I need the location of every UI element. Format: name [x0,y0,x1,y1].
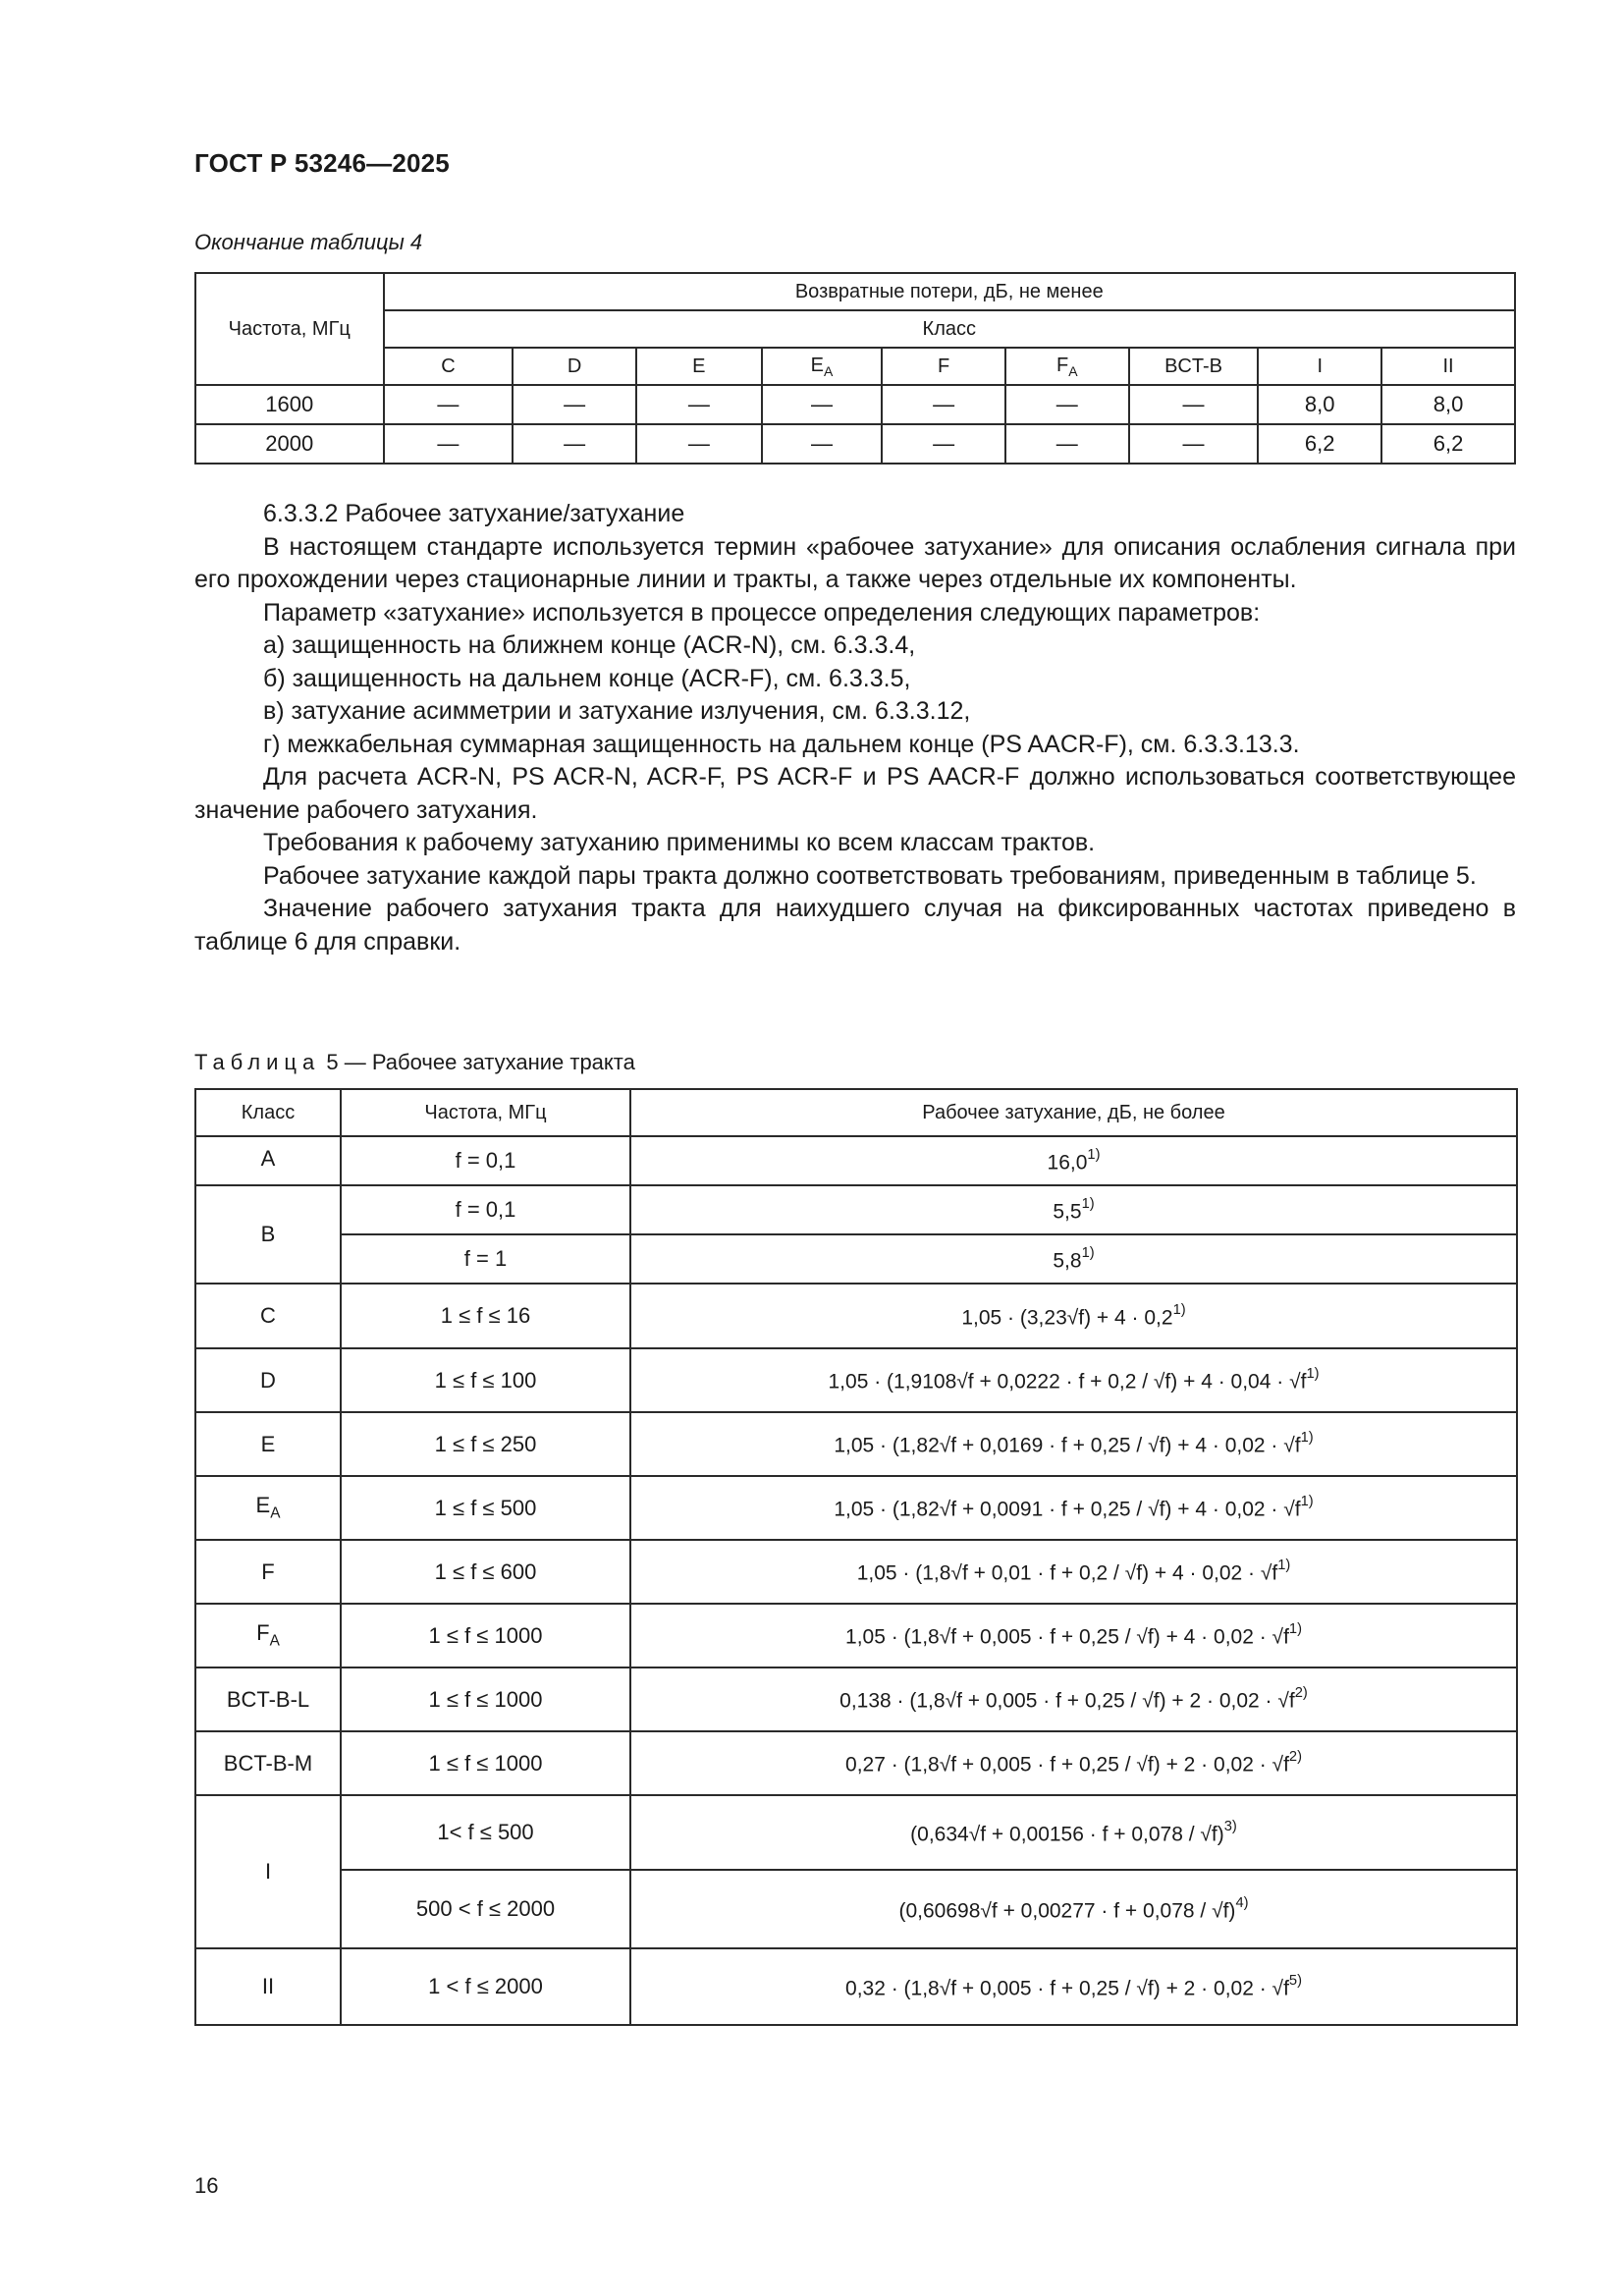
table4-class-cell: BCT-B [1129,348,1259,385]
table-row [195,1348,1517,1412]
table5-freq-cell: 1< f ≤ 500 [341,1795,630,1870]
table5-value-cell: $0,138 \cdot (1,8√f + 0,005 \cdot f + 0,25 / √f) + 2 \cdot 0,02 \cdot √f^{2)}$ [630,1667,1517,1731]
table4-class-cell: $E_A$ [762,348,883,385]
table4-header-freq: Частота, МГц [195,273,384,385]
table5-value-cell: $1,05 \cdot (3,23√f) + 4 \cdot 0,2^{1)}$ [630,1284,1517,1348]
table5-class-cell: A [195,1136,341,1185]
table5 [194,1088,1518,2026]
table5-value-cell: $1,05 \cdot (1,82√f + 0,0169 \cdot f + 0,25 / √f) + 4 \cdot 0,02 \cdot √f^{1)}$ [630,1412,1517,1476]
table5-value-cell: 16,0$^{1)}$ [630,1136,1517,1185]
table-row [195,1540,1517,1604]
table-row [195,1136,1517,1185]
paragraph: Значение рабочего затухания тракта для наихудшего случая на фиксированных частотах приведено в таблице 6 для справки. [194,895,1516,956]
document-header: ГОСТ Р 53246—2025 [194,148,450,178]
table4-cell: 8,0 [1381,385,1515,424]
paragraph: Рабочее затухание каждой пары тракта должно соответствовать требованиям, приведенным в таблице 5. [263,861,1477,890]
table4-cell: — [1129,424,1259,464]
table5-caption-word: Таблица [194,1050,321,1074]
table4-cell: — [1005,385,1129,424]
table4-cell: — [636,385,762,424]
table4-cell: 2000 [195,424,384,464]
table-row [195,385,1515,424]
table5-value-cell: $1,05 \cdot (1,82√f + 0,0091 \cdot f + 0,25 / √f) + 4 \cdot 0,02 \cdot √f^{1)}$ [630,1476,1517,1540]
table5-header-freq: Частота, МГц [341,1089,630,1136]
table5-value-cell: $(0,60698√f + 0,00277 \cdot f + 0,078 / √f)^{4)}$ [630,1870,1517,1948]
table4-cell: 6,2 [1381,424,1515,464]
table5-class-cell: BCT-B-L [195,1667,341,1731]
table5-freq-cell: 1 ≤ f ≤ 16 [341,1284,630,1348]
table4-class-cell: II [1381,348,1515,385]
table5-freq-cell: 1 ≤ f ≤ 250 [341,1412,630,1476]
table4-cell: — [1005,424,1129,464]
table5-value-cell: $0,27 \cdot (1,8√f + 0,005 \cdot f + 0,25 / √f) + 2 \cdot 0,02 \cdot √f^{2)}$ [630,1731,1517,1795]
table5-value-cell: 5,5$^{1)}$ [630,1185,1517,1234]
list-item: г) межкабельная суммарная защищенность на дальнем конце (PS AACR-F), см. 6.3.3.13.3. [263,730,1300,758]
body-text [194,498,1516,958]
table-row [195,1948,1517,2025]
table5-header-value: Рабочее затухание, дБ, не более [630,1089,1517,1136]
table-row [195,1870,1517,1948]
table5-caption [194,1050,635,1075]
table5-class-cell: II [195,1948,341,2025]
paragraph: Параметр «затухание» используется в процессе определения следующих параметров: [263,598,1261,627]
table5-class-cell: D [195,1348,341,1412]
table5-value-cell: $0,32 \cdot (1,8√f + 0,005 \cdot f + 0,25 / √f) + 2 \cdot 0,02 \cdot √f^{5)}$ [630,1948,1517,2025]
table5-freq-cell: 1 ≤ f ≤ 1000 [341,1731,630,1795]
table5-class-cell: $F_A$ [195,1604,341,1667]
table4-cell: 8,0 [1258,385,1381,424]
list-item: б) защищенность на дальнем конце (ACR-F), см. 6.3.3.5, [263,664,911,692]
table5-freq-cell: 1 < f ≤ 2000 [341,1948,630,2025]
table5-class-cell: F [195,1540,341,1604]
table5-value-cell: $1,05 \cdot (1,8√f + 0,01 \cdot f + 0,2 / √f) + 4 \cdot 0,02 \cdot √f^{1)}$ [630,1540,1517,1604]
table5-freq-cell: f = 0,1 [341,1136,630,1185]
table-row [195,1412,1517,1476]
table4-cell: 1600 [195,385,384,424]
table5-freq-cell: f = 1 [341,1234,630,1284]
table-row [195,424,1515,464]
table5-freq-cell: 1 ≤ f ≤ 1000 [341,1667,630,1731]
table4-cell: — [882,424,1005,464]
table4-caption: Окончание таблицы 4 [194,230,423,254]
table5-class-cell: BCT-B-M [195,1731,341,1795]
table5-class-cell: I [195,1795,341,1948]
table5-value-cell: 5,8$^{1)}$ [630,1234,1517,1284]
table4-class-cell: I [1258,348,1381,385]
table5-freq-cell: 1 ≤ f ≤ 500 [341,1476,630,1540]
table4-cell: — [513,424,636,464]
table4-cell: — [762,424,883,464]
table4-cell: — [513,385,636,424]
table-row [195,1284,1517,1348]
table-row [195,1731,1517,1795]
table5-class-cell: C [195,1284,341,1348]
table-row [195,1234,1517,1284]
table-row [195,1476,1517,1540]
table4-cell: — [882,385,1005,424]
paragraph: Для расчета ACR-N, PS ACR-N, ACR-F, PS ACR-F и PS AACR-F должно использоваться соответствующее значение рабочего затухания. [194,763,1516,824]
table4-cell: — [636,424,762,464]
table5-class-cell: B [195,1185,341,1284]
table5-value-cell: $1,05 \cdot (1,9108√f + 0,0222 \cdot f + 0,2 / √f) + 4 \cdot 0,04 \cdot √f^{1)}$ [630,1348,1517,1412]
table5-class-cell: $E_A$ [195,1476,341,1540]
paragraph: Требования к рабочему затуханию применимы ко всем классам трактов. [263,829,1096,856]
table4-cell: 6,2 [1258,424,1381,464]
table4-class-cell: $F_A$ [1005,348,1129,385]
table4-header-group: Возвратные потери, дБ, не менее [384,273,1515,310]
table5-freq-cell: 500 < f ≤ 2000 [341,1870,630,1948]
table5-freq-cell: 1 ≤ f ≤ 100 [341,1348,630,1412]
table4-class-cell: C [384,348,514,385]
table5-caption-title: 5 — Рабочее затухание тракта [326,1050,635,1074]
table5-class-cell: E [195,1412,341,1476]
table4-header-class: Класс [384,310,1515,348]
table4-cell: — [762,385,883,424]
table5-header-class: Класс [195,1089,341,1136]
table5-value-cell: $1,05 \cdot (1,8√f + 0,005 \cdot f + 0,25 / √f) + 4 \cdot 0,02 \cdot √f^{1)}$ [630,1604,1517,1667]
list-item: в) затухание асимметрии и затухание излучения, см. 6.3.3.12, [263,697,971,725]
table4-class-cell: E [636,348,762,385]
table-row [195,1667,1517,1731]
table4 [194,272,1516,465]
table4-cell: — [1129,385,1259,424]
table5-freq-cell: 1 ≤ f ≤ 600 [341,1540,630,1604]
section-heading: 6.3.3.2 Рабочее затухание/затухание [263,500,685,527]
table5-freq-cell: 1 ≤ f ≤ 1000 [341,1604,630,1667]
table5-freq-cell: f = 0,1 [341,1185,630,1234]
table5-value-cell: $(0,634√f + 0,00156 \cdot f + 0,078 / √f)^{3)}$ [630,1795,1517,1870]
table-row [195,1795,1517,1870]
table4-cell: — [384,385,514,424]
table-row [195,1604,1517,1667]
paragraph: В настоящем стандарте используется термин «рабочее затухание» для описания ослабления сигнала при его прохождении через стационарные линии и тракты, а также через отдельные их компоненты. [194,532,1516,593]
table-row [195,1185,1517,1234]
table4-class-cell: F [882,348,1005,385]
page-number: 16 [194,2173,219,2198]
table4-cell: — [384,424,514,464]
table4-class-cell: D [513,348,636,385]
list-item: а) защищенность на ближнем конце (ACR-N), см. 6.3.3.4, [263,631,916,659]
